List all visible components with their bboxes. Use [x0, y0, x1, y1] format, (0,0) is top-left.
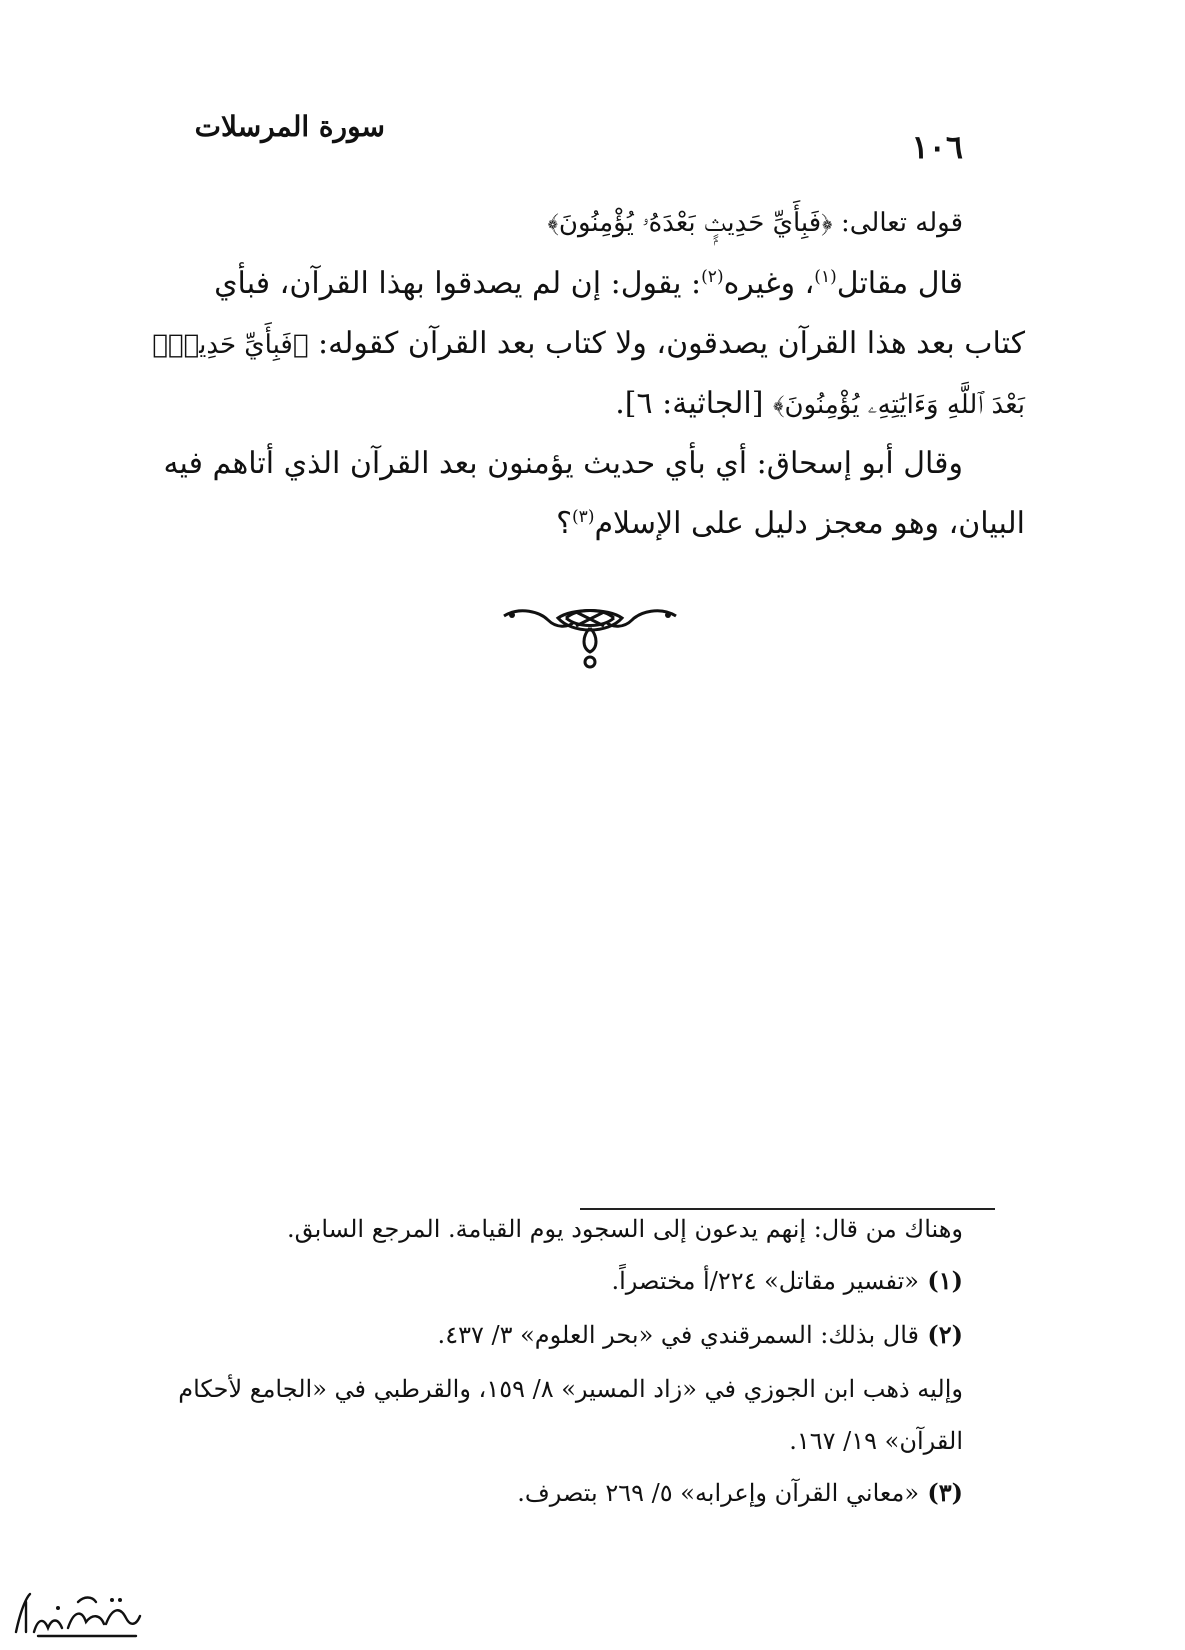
- footnote-text: قال بذلك: السمرقندي في «بحر العلوم» ٣/ ٤٣٧.: [437, 1321, 919, 1349]
- footnote-ref-3[interactable]: (٣): [572, 507, 595, 527]
- footnote-number: (١): [927, 1266, 963, 1295]
- footnote-2-continuation: القرآن» ١٩/ ١٦٧.: [789, 1427, 963, 1455]
- body-line-3: [152, 324, 1025, 365]
- ornament-divider-icon: [500, 606, 680, 676]
- footnote-1: [611, 1266, 963, 1296]
- footnote-number: (٢): [927, 1320, 963, 1349]
- footnote-text: «تفسير مقاتل» ٢٢٤/أ مختصراً.: [611, 1267, 919, 1295]
- body-text: قال مقاتل: [836, 266, 963, 301]
- footnote-text: «معاني القرآن وإعرابه» ٥/ ٢٦٩ بتصرف.: [517, 1479, 919, 1507]
- page-number: ١٠٦: [911, 128, 963, 166]
- footnote-ref-1[interactable]: (١): [814, 267, 837, 287]
- body-text: كتاب بعد هذا القرآن يصدقون، ولا كتاب بعد القرآن كقوله:: [308, 326, 1025, 361]
- body-text: البيان، وهو معجز دليل على الإسلام: [594, 506, 1025, 541]
- verse-quote: قوله تعالى: ﴿فَبِأَيِّ حَدِيثٍۭ بَعْدَهُۥ يُؤْمِنُونَ﴾: [547, 208, 963, 238]
- verse-quote: بَعْدَ ٱللَّهِ وَءَايَٰتِهِۦ يُؤْمِنُونَ﴾: [772, 390, 1025, 420]
- calligraphy-logo-icon: [8, 1588, 148, 1644]
- body-line-2: [214, 264, 963, 304]
- footnote-3: [517, 1478, 963, 1508]
- body-line-6: [556, 504, 1025, 544]
- body-line-1: [547, 202, 963, 243]
- body-text: ، وغيره: [723, 266, 815, 301]
- footnote-ref-2[interactable]: (٢): [701, 267, 724, 287]
- body-text: ؟: [556, 506, 573, 541]
- footnote-divider: [580, 1208, 995, 1210]
- body-text: : يقول: إن لم يصدقوا بهذا القرآن، فبأي: [214, 266, 702, 301]
- footnote-carryover: وهناك من قال: إنهم يدعون إلى السجود يوم القيامة. المرجع السابق.: [287, 1215, 963, 1243]
- footnote-number: (٣): [927, 1478, 963, 1507]
- body-line-4: [615, 384, 1025, 425]
- running-head: سورة المرسلات: [194, 110, 385, 143]
- footnote-2: [438, 1320, 963, 1350]
- verse-quote: ﴿فَبِأَيِّ حَدِيثِۭ: [152, 330, 309, 360]
- footnote-2-continuation: وإليه ذهب ابن الجوزي في «زاد المسير» ٨/ ١٥٩، والقرطبي في «الجامع لأحكام: [178, 1375, 963, 1403]
- body-line-5: وقال أبو إسحاق: أي بأي حديث يؤمنون بعد القرآن الذي أتاهم فيه: [163, 446, 963, 481]
- surah-reference: [الجاثية: ٦].: [615, 386, 773, 421]
